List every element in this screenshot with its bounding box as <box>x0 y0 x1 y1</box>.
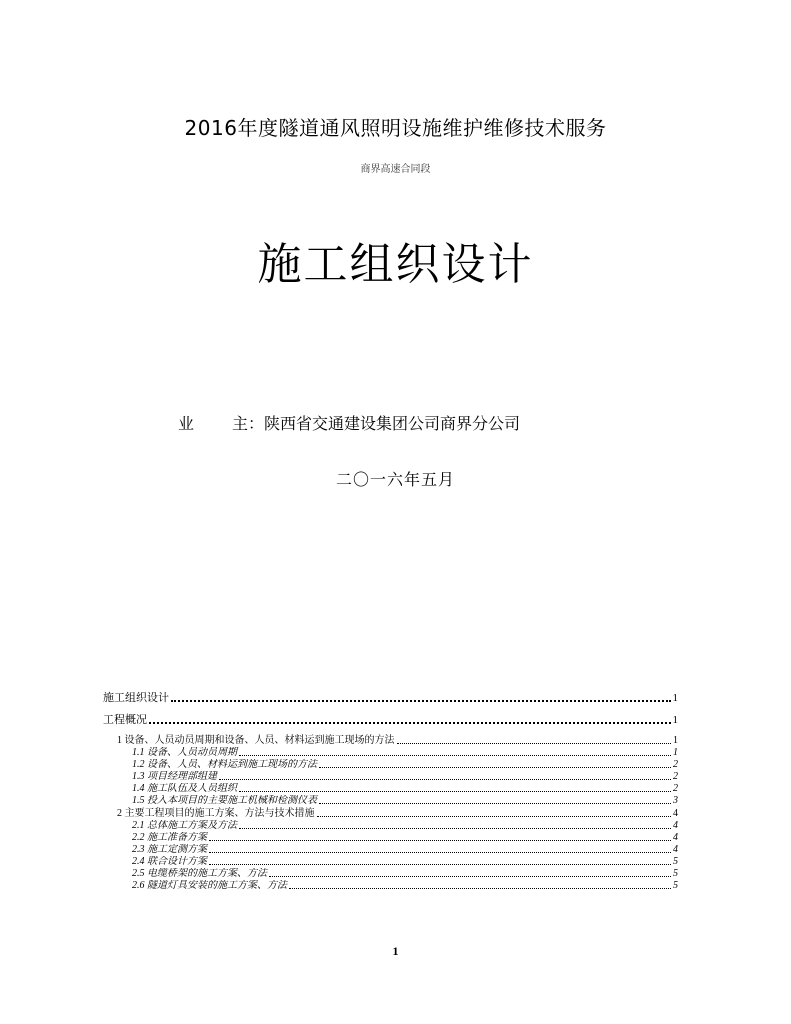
toc-section[interactable] <box>103 807 678 820</box>
toc-subsection-title: 1.3 项目经理部组建 <box>132 771 217 782</box>
toc-leader <box>219 778 671 780</box>
toc-leader <box>209 863 671 865</box>
owner-value: 陕西省交通建设集团公司商界分公司 <box>264 414 521 433</box>
toc-subsection-page: 4 <box>673 832 678 843</box>
toc-entry[interactable] <box>103 712 678 728</box>
toc-leader <box>317 815 672 817</box>
toc-subsection-title: 1.1 设备、人员动员周期 <box>132 747 237 758</box>
toc-subsection-page: 5 <box>673 868 678 879</box>
toc-subsection-page: 4 <box>673 820 678 831</box>
toc-leader <box>319 766 671 768</box>
owner-label-a: 业 <box>178 414 195 433</box>
toc-leader <box>319 802 671 804</box>
section-name: 商界高速合同段 <box>360 164 431 175</box>
toc-entry-title: 施工组织设计 <box>103 692 169 704</box>
toc-subsection[interactable] <box>103 771 678 783</box>
toc-subsection-title: 2.5 电缆桥架的施工方案、方法 <box>132 868 267 879</box>
page-number: 1 <box>392 944 399 958</box>
toc-leader <box>171 699 671 702</box>
toc-subsection-title: 2.6 隧道灯具安装的施工方案、方法 <box>132 880 287 891</box>
table-of-contents <box>103 690 678 892</box>
toc-section[interactable] <box>103 734 678 747</box>
toc-subsection-page: 3 <box>673 795 678 806</box>
toc-section-page: 1 <box>673 735 678 746</box>
owner-label-b: 主： <box>232 414 265 433</box>
toc-leader <box>149 721 671 724</box>
toc-leader <box>239 827 671 829</box>
toc-subsection[interactable] <box>103 856 678 868</box>
project-title: 2016年度隧道通风照明设施维护维修技术服务 <box>184 116 607 140</box>
toc-subsection-title: 2.2 施工准备方案 <box>132 832 207 843</box>
toc-subsection[interactable] <box>103 868 678 880</box>
toc-section-page: 4 <box>673 808 678 819</box>
toc-entry-page: 1 <box>672 714 678 726</box>
toc-entry[interactable] <box>103 690 678 706</box>
toc-subsection-title: 1.4 施工队伍及人员组织 <box>132 783 237 794</box>
toc-entry-title: 工程概况 <box>103 714 147 726</box>
toc-subsection-page: 2 <box>673 771 678 782</box>
toc-subsection[interactable] <box>103 783 678 795</box>
toc-subsection-title: 2.4 联合设计方案 <box>132 856 207 867</box>
toc-subsection[interactable] <box>103 880 678 892</box>
toc-subsection[interactable] <box>103 795 678 807</box>
toc-leader <box>209 839 671 841</box>
toc-subsection-page: 1 <box>673 747 678 758</box>
toc-leader <box>209 851 671 853</box>
owner-line <box>178 411 520 434</box>
toc-subsection[interactable] <box>103 832 678 844</box>
toc-subsection-title: 1.2 设备、人员、材料运到施工现场的方法 <box>132 759 317 770</box>
main-title: 施工组织设计 <box>257 239 534 290</box>
toc-subsection-title: 2.1 总体施工方案及方法 <box>132 820 237 831</box>
toc-subsection[interactable] <box>103 820 678 832</box>
toc-subsection[interactable] <box>103 759 678 771</box>
toc-subsection[interactable] <box>103 844 678 856</box>
toc-leader <box>397 742 672 744</box>
toc-leader <box>239 754 671 756</box>
document-date: 二〇一六年五月 <box>335 470 455 489</box>
toc-leader <box>289 887 671 889</box>
toc-leader <box>269 875 671 877</box>
toc-subsection-page: 2 <box>673 759 678 770</box>
toc-entry-page: 1 <box>672 692 678 704</box>
toc-section-title: 2 主要工程项目的施工方案、方法与技术措施 <box>117 808 315 819</box>
toc-leader <box>239 790 671 792</box>
toc-subsection-title: 1.5 投入本项目的主要施工机械和检测仪表 <box>132 795 317 806</box>
toc-subsection[interactable] <box>103 747 678 759</box>
toc-section-title: 1 设备、人员动员周期和设备、人员、材料运到施工现场的方法 <box>117 735 395 746</box>
toc-subsection-page: 5 <box>673 880 678 891</box>
toc-subsection-page: 5 <box>673 856 678 867</box>
toc-subsection-page: 2 <box>673 783 678 794</box>
toc-subsection-title: 2.3 施工定测方案 <box>132 844 207 855</box>
toc-subsection-page: 4 <box>673 844 678 855</box>
